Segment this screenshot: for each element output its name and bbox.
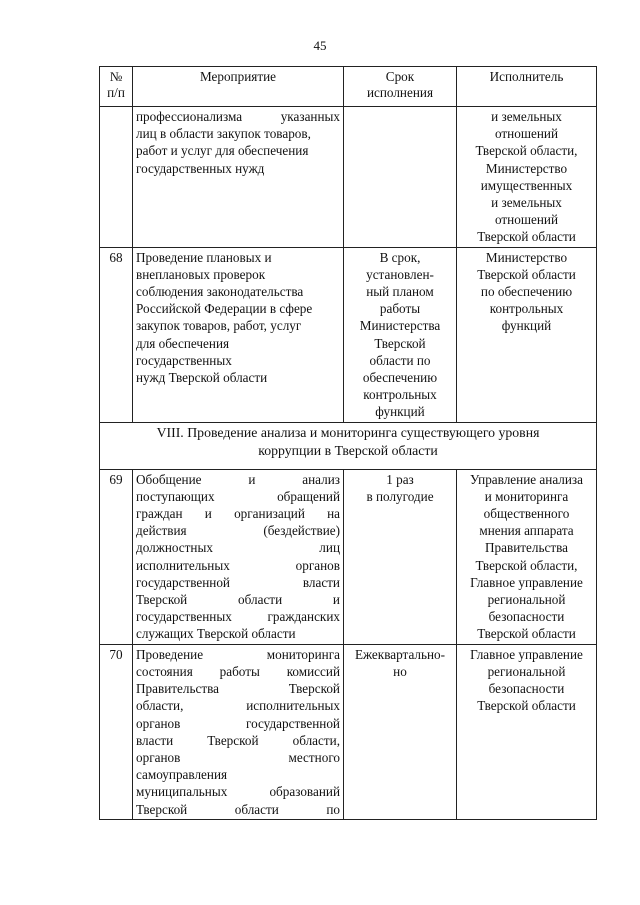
section-heading-row: [100, 422, 597, 469]
event-line: закупок товаров, работ, услуг: [136, 318, 302, 334]
row-num: 68: [100, 247, 133, 422]
executor-line: Главное управление: [470, 574, 583, 590]
row-event: [133, 469, 344, 644]
row-term: [344, 469, 457, 644]
executor-line: региональной: [487, 592, 566, 608]
row-executor: [457, 644, 597, 819]
executor-line: и земельных: [491, 109, 562, 124]
event-line: должностных лиц: [136, 540, 340, 556]
event-line: Правительства Тверской: [136, 681, 340, 697]
table-row: [100, 469, 597, 644]
row-executor: [457, 107, 597, 248]
event-line: служащих Тверской области: [136, 626, 296, 642]
executor-line: безопасности: [488, 681, 565, 697]
executor-line: региональной: [487, 663, 566, 679]
executor-line: мнения аппарата: [479, 523, 574, 539]
event-line: профессионализма указанных: [136, 109, 340, 124]
page-number: 45: [313, 38, 327, 53]
event-line: работ и услуг для обеспечения: [136, 143, 309, 159]
term-line: работы: [379, 301, 421, 317]
event-line: муниципальных образований: [136, 784, 340, 800]
executor-line: Тверской области,: [475, 557, 578, 573]
header-term: [344, 67, 457, 107]
term-line: функций: [375, 404, 425, 420]
event-line: действия (бездействие): [136, 523, 340, 539]
table-row: [100, 107, 597, 248]
executor-line: по обеспечению: [480, 284, 573, 300]
executor-line: Тверской области: [477, 266, 576, 282]
executor-line: Управление анализа: [469, 471, 583, 487]
executor-line: Министерство: [485, 249, 568, 265]
term-line: Ежеквартально-: [354, 646, 446, 662]
term-line: В срок,: [379, 249, 421, 265]
row-executor: [457, 247, 597, 422]
event-line: граждан и организаций на: [136, 506, 340, 522]
executor-line: контрольных: [489, 301, 564, 317]
header-executor-line: Исполнитель: [489, 69, 564, 84]
executor-line: и мониторинга: [484, 488, 569, 504]
event-line: лиц в области закупок товаров,: [136, 126, 311, 142]
row-num: 70: [100, 644, 133, 819]
event-line: Проведение мониторинга: [136, 646, 340, 662]
term-line: контрольных: [363, 387, 437, 403]
event-line: нужд Тверской области: [136, 370, 268, 386]
row-num: 69: [100, 469, 133, 644]
event-line: состояния работы комиссий: [136, 663, 340, 679]
section-heading-line: VIII. Проведение анализа и мониторинга существующего уровня: [156, 424, 540, 440]
executor-line: Тверской области,: [475, 143, 578, 159]
row-term: [344, 247, 457, 422]
table-header-row: [100, 67, 597, 107]
header-term-line: Срок: [385, 69, 415, 84]
event-line: государственной власти: [136, 574, 340, 590]
row-num: [100, 107, 133, 248]
event-line: самоуправления: [136, 767, 228, 783]
event-line: государственных нужд: [136, 160, 265, 176]
event-line: Тверской области и: [136, 592, 340, 608]
term-line: но: [393, 663, 407, 679]
term-line: обеспечению: [362, 370, 438, 386]
header-num-line: п/п: [107, 84, 125, 100]
header-executor: [457, 67, 597, 107]
executor-line: отношений: [494, 212, 558, 228]
term-line: области по: [369, 352, 431, 368]
executor-line: Тверской области: [477, 698, 576, 714]
event-line: органов государственной: [136, 715, 340, 731]
event-line: Тверской области по: [136, 801, 340, 817]
section-heading: [100, 422, 597, 469]
event-line: власти Тверской области,: [136, 732, 340, 748]
term-line: 1 раз: [386, 471, 414, 487]
executor-line: Тверской области: [477, 626, 576, 642]
executor-line: имущественных: [480, 177, 573, 193]
event-line: Проведение плановых и: [136, 249, 272, 265]
section-heading-line: коррупции в Тверской области: [258, 442, 438, 458]
event-line: соблюдения законодательства: [136, 284, 304, 300]
executor-line: Главное управление: [470, 646, 583, 662]
executor-line: безопасности: [488, 609, 565, 625]
executor-line: Министерство: [485, 160, 568, 176]
row-event: [133, 644, 344, 819]
row-executor: [457, 469, 597, 644]
row-term: [344, 644, 457, 819]
header-term-line: исполнения: [366, 84, 434, 100]
event-line: органов местного: [136, 749, 340, 765]
header-num: [100, 67, 133, 107]
event-line: государственных: [136, 352, 232, 368]
term-line: в полугодие: [366, 488, 434, 504]
executor-line: и земельных: [491, 195, 562, 211]
executor-line: Правительства: [485, 540, 568, 556]
measures-table: [99, 66, 597, 820]
table-row: [100, 247, 597, 422]
header-event-line: Мероприятие: [199, 69, 277, 84]
term-line: ный планом: [366, 284, 434, 300]
event-line: области, исполнительных: [136, 698, 340, 714]
event-line: государственных гражданских: [136, 609, 340, 625]
term-line: Тверской: [374, 335, 426, 351]
event-line: для обеспечения: [136, 335, 230, 351]
header-num-line: №: [109, 69, 123, 84]
term-line: установлен-: [366, 266, 434, 282]
row-event: [133, 247, 344, 422]
event-line: Российской Федерации в сфере: [136, 301, 313, 317]
term-line: Министерства: [359, 318, 441, 334]
table-row: [100, 644, 597, 819]
event-line: исполнительных органов: [136, 557, 340, 573]
executor-line: общественного: [483, 506, 570, 522]
executor-line: функций: [501, 318, 552, 334]
row-event: [133, 107, 344, 248]
row-term: [344, 107, 457, 248]
executor-line: отношений: [494, 126, 558, 142]
header-event: [133, 67, 344, 107]
event-line: Обобщение и анализ: [136, 471, 340, 487]
event-line: поступающих обращений: [136, 488, 340, 504]
event-line: внеплановых проверок: [136, 266, 266, 282]
executor-line: Тверской области: [477, 229, 576, 245]
